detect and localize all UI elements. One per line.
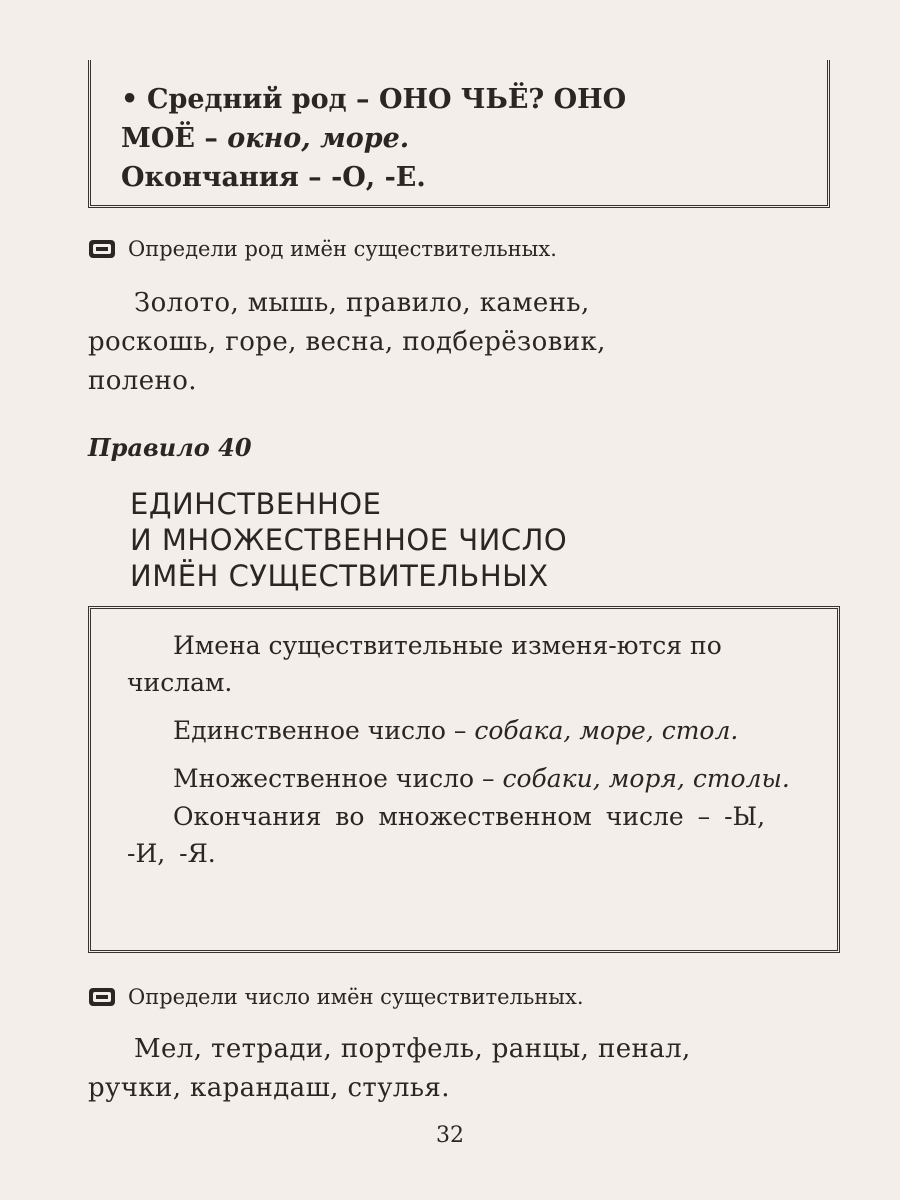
exercise-number-words: Мел, тетради, портфель, ранцы, пенал, ручки, карандаш, стулья. [88,1034,691,1103]
bullet: • [121,84,139,115]
rule-paragraph: Множественное число – собаки, моря, столы. [173,764,790,793]
pencil-task-icon [88,239,116,259]
task-instruction-gender: Определи род имён существительных. [88,234,557,264]
neuter-rule-examples: МОЁ – окно, море. [121,123,410,154]
rule-paragraph: Имена существительные изменя-ются по числам. [127,631,722,697]
exercise-gender-words: Золото, мышь, правило, камень, роскошь, горе, весна, подберёзовик, полено. [88,288,606,396]
task-instruction-number: Определи число имён существительных. [88,982,584,1012]
rule-number: Правило 40 [88,433,252,462]
neuter-rule-line: • Средний род – ОНО ЧЬЁ? ОНО [121,80,807,119]
neuter-gender-rule-box [88,60,830,208]
pencil-task-icon [88,987,116,1007]
page-number: 32 [436,1123,464,1148]
number-rule-box [88,606,840,953]
rule-title: ЕДИНСТВЕННОЕ И МНОЖЕСТВЕННОЕ ЧИСЛО ИМЁН СУЩЕСТВИТЕЛЬНЫХ [130,487,568,593]
rule-paragraph: Единственное число – собака, море, стол. [173,716,739,745]
neuter-rule-endings: Окончания – -О, -Е. [121,162,426,193]
rule-paragraph: Окончания во множественном числе – -Ы, -И, -Я. [127,802,766,868]
